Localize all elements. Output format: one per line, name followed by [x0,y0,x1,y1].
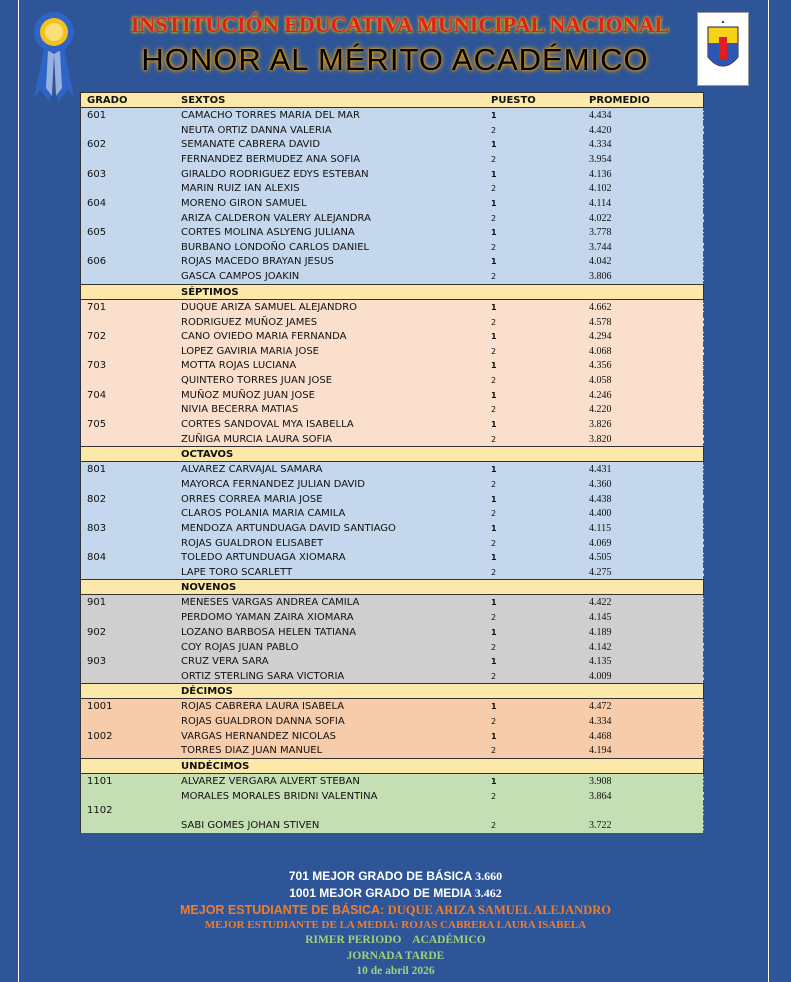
grado-cell: 903 [87,656,107,668]
student-name: CLAROS POLANIA MARIA CAMILA [181,508,346,520]
student-name: SEMANATE CABRERA DAVID [181,139,321,151]
promedio-cell: 3.954 [589,154,612,166]
student-name: LAPE TORO SCARLETT [181,566,293,578]
grado-cell: 705 [87,418,107,430]
table-row [81,167,704,182]
table-row [81,536,704,551]
promedio-cell: 4.115 [589,522,612,534]
section-header-row [80,446,704,462]
grado-cell: 1002 [87,730,113,742]
table-row [81,729,704,744]
best-basica-grade: 701 MEJOR GRADO DE BÁSICA [288,869,472,883]
section-label: UNDÉCIMOS [181,760,250,772]
section-3 [80,595,704,683]
grado-cell: 602 [87,139,107,151]
best-media-grade-line [0,886,791,901]
puesto-cell: 1 [491,257,497,267]
table-row [81,300,704,315]
svg-text:▲: ▲ [720,19,726,25]
puesto-cell: 2 [491,346,497,356]
puesto-cell: 2 [491,671,497,681]
student-name: MORALES MORALES BRIDNI VALENTINA [181,790,378,802]
grado-cell: 1001 [87,701,113,713]
best-student-basica-name: DUQUE ARIZA SAMUEL ALEJANDRO [387,903,611,917]
section-header-row [80,683,704,699]
promedio-cell: 4.334 [589,716,612,728]
promedio-cell: 4.135 [589,656,612,668]
school-crest-icon [697,12,749,86]
promedio-cell: 4.042 [589,256,612,268]
promedio-cell: 4.220 [589,404,612,416]
section-label: NOVENOS [181,582,237,594]
best-student-basica-line [0,903,791,918]
student-name: QUINTERO TORRES JUAN JOSE [181,375,333,387]
honor-table [80,92,704,833]
puesto-cell: 2 [491,184,497,194]
student-name: PERDOMO YAMAN ZAIRA XIOMARA [181,612,354,624]
puesto-cell: 2 [491,376,497,386]
left-border-line [18,0,19,982]
student-name: TORRES DIAZ JUAN MANUEL [181,745,323,757]
promedio-cell: 3.806 [589,271,612,283]
promedio-cell: 4.505 [589,552,612,564]
table-row [81,595,704,610]
grado-cell: 604 [87,197,107,209]
table-row [81,640,704,655]
section-header-row [80,758,704,774]
table-row [81,373,704,388]
student-name: ALVAREZ CARVAJAL SAMARA [181,464,323,476]
table-row [81,254,704,269]
grado-cell: 701 [87,301,107,313]
puesto-cell: 1 [491,169,497,179]
best-media-value: 3.462 [474,886,502,900]
grado-cell: 1101 [87,775,113,787]
table-row [81,743,704,758]
table-row [81,774,704,789]
student-name: CORTES SANDOVAL MYA ISABELLA [181,418,354,430]
student-name: ZUÑIGA MURCIA LAURA SOFIA [181,433,333,445]
right-border-line [768,0,769,982]
student-name: FERNANDEZ BERMUDEZ ANA SOFIA [181,154,361,166]
best-media-grade: 1001 MEJOR GRADO DE MEDIA [289,886,472,900]
grado-cell: 605 [87,227,107,239]
grado-cell: 801 [87,464,107,476]
puesto-cell: 2 [491,155,497,165]
promedio-cell: 4.068 [589,345,612,357]
section-2 [80,462,704,579]
promedio-cell: 4.275 [589,566,612,578]
student-name: MOTTA ROJAS LUCIANA [181,360,297,372]
section-label: DÉCIMOS [181,686,233,698]
student-name: GIRALDO RODRIGUEZ EDYS ESTEBAN [181,168,369,180]
puesto-cell: 1 [491,140,497,150]
table-row [81,669,704,684]
student-name: ORTIZ STERLING SARA VICTORIA [181,670,345,682]
promedio-cell: 4.142 [589,641,612,653]
table-row [81,714,704,729]
student-name: ARIZA CALDERON VALERY ALEJANDRA [181,212,371,224]
student-name: MARIN RUIZ IAN ALEXIS [181,183,300,195]
grado-cell: 702 [87,331,107,343]
grado-cell: 703 [87,360,107,372]
puesto-cell: 2 [491,317,497,327]
promedio-cell: 4.356 [589,360,612,372]
table-row [81,625,704,640]
puesto-cell: 1 [491,627,497,637]
table-row [81,699,704,714]
best-student-basica-label: MEJOR ESTUDIANTE DE BÁSICA: [180,903,385,917]
promedio-cell: 4.058 [589,375,612,387]
table-row [81,462,704,477]
puesto-cell: 2 [491,509,497,519]
student-name: VARGAS HERNANDEZ NICOLAS [181,730,337,742]
student-name: NEUTA ORTIZ DANNA VALERIA [181,124,332,136]
puesto-cell: 2 [491,613,497,623]
grado-cell: 901 [87,597,107,609]
grado-cell: 704 [87,389,107,401]
section-label: SÉPTIMOS [181,286,239,298]
puesto-cell: 2 [491,125,497,135]
academic-period: RIMER PERIODO ACADÉMICO [305,934,486,946]
section-label: OCTAVOS [181,449,234,461]
page-title: HONOR AL MÉRITO ACADÉMICO [141,42,649,77]
promedio-cell: 4.578 [589,316,612,328]
student-name: CANO OVIEDO MARIA FERNANDA [181,331,347,343]
table-row [81,550,704,565]
student-name: GASCA CAMPOS JOAKIN [181,271,300,283]
table-row [81,432,704,447]
table-row [81,315,704,330]
table-row [81,181,704,196]
table-row [81,789,704,804]
grado-cell: 603 [87,168,107,180]
promedio-cell: 3.778 [589,227,612,239]
puesto-cell: 1 [491,776,497,786]
grado-cell: 601 [87,110,107,121]
table-row [81,137,704,152]
promedio-cell: 4.662 [589,301,612,313]
promedio-cell: 4.468 [589,730,612,742]
promedio-cell: 3.744 [589,241,612,253]
table-row [81,803,704,818]
shift-label: JORNADA TARDE [346,950,445,962]
student-name: MORENO GIRON SAMUEL [181,197,307,209]
student-name: BURBANO LONDOÑO CARLOS DANIEL [181,241,370,253]
puesto-cell: 1 [491,361,497,371]
student-name: NIVIA BECERRA MATIAS [181,404,299,416]
section-header-row [80,284,704,300]
grado-cell: 802 [87,493,107,505]
puesto-cell: 1 [491,302,497,312]
best-student-media: MEJOR ESTUDIANTE DE LA MEDIA: ROJAS CABRERA LAURA ISABELA [204,919,587,931]
table-row [81,211,704,226]
section-header-row [80,579,704,595]
grado-cell: 1102 [87,805,113,817]
table-row [81,654,704,669]
grado-cell: 606 [87,256,107,268]
table-row [81,388,704,403]
table-row [81,269,704,284]
puesto-cell: 1 [491,702,497,712]
section-5 [80,774,704,833]
promedio-cell: 3.722 [589,820,612,832]
puesto-cell: 2 [491,717,497,727]
puesto-cell: 2 [491,434,497,444]
promedio-cell: 4.400 [589,508,612,520]
puesto-cell: 2 [491,821,497,831]
header [0,0,791,92]
student-name: ROJAS GUALDRON DANNA SOFIA [181,716,345,728]
puesto-cell: 2 [491,213,497,223]
table-row [81,358,704,373]
student-name: LOPEZ GAVIRIA MARIA JOSE [181,345,319,357]
grado-cell: 803 [87,522,107,534]
table-row [81,108,704,123]
promedio-cell: 4.194 [589,745,612,757]
student-name: MENESES VARGAS ANDREA CAMILA [181,597,360,609]
puesto-cell: 1 [491,731,497,741]
promedio-cell: 4.434 [589,110,612,121]
section-label: SEXTOS [181,95,226,106]
table-row [81,477,704,492]
promedio-cell: 3.820 [589,433,612,445]
promedio-cell: 3.826 [589,418,612,430]
table-row [81,240,704,255]
section-0 [80,108,704,284]
promedio-cell: 3.864 [589,790,612,802]
student-name: MENDOZA ARTUNDUAGA DAVID SANTIAGO [181,522,396,534]
promedio-cell: 4.472 [589,701,612,713]
table-row [81,225,704,240]
student-name: ROJAS MACEDO BRAYAN JESUS [181,256,334,268]
table-row [81,818,704,833]
puesto-cell: 2 [491,746,497,756]
puesto-cell: 1 [491,228,497,238]
promedio-cell: 4.294 [589,331,612,343]
promedio-cell: 4.189 [589,626,612,638]
table-row [81,344,704,359]
promedio-cell: 4.246 [589,389,612,401]
best-basica-value: 3.660 [475,869,503,883]
puesto-cell: 2 [491,272,497,282]
promedio-cell: 4.422 [589,597,612,609]
student-name: ORRES CORREA MARIA JOSE [181,493,323,505]
table-row [81,152,704,167]
student-name: CAMACHO TORRES MARIA DEL MAR [181,110,360,121]
puesto-cell: 1 [491,332,497,342]
puesto-cell: 1 [491,553,497,563]
award-medal-icon [30,10,78,102]
student-name: MUÑOZ MUÑOZ JUAN JOSE [181,389,315,401]
date-label: 10 de abril 2026 [356,965,435,977]
student-name: LOZANO BARBOSA HELEN TATIANA [181,626,357,638]
grado-cell: 804 [87,552,107,564]
column-header-row [80,92,704,108]
promedio-cell: 4.102 [589,183,612,195]
puesto-cell: 2 [491,480,497,490]
promedio-cell: 4.009 [589,670,612,682]
promedio-cell: 4.136 [589,168,612,180]
student-name: ROJAS CABRERA LAURA ISABELA [181,701,345,713]
student-name: CORTES MOLINA ASLYENG JULIANA [181,227,355,239]
puesto-cell: 1 [491,494,497,504]
promedio-cell: 4.114 [589,197,612,209]
puesto-cell: 2 [491,642,497,652]
promedio-cell: 4.431 [589,464,612,476]
puesto-cell: 1 [491,419,497,429]
promedio-cell: 4.069 [589,537,612,549]
table-row [81,565,704,580]
puesto-header: PUESTO [491,95,536,106]
puesto-cell: 2 [491,538,497,548]
promedio-cell: 4.145 [589,612,612,624]
best-basica-grade-line [0,869,791,884]
puesto-cell: 1 [491,657,497,667]
grado-header: GRADO [87,95,128,106]
puesto-cell: 1 [491,198,497,208]
table-row [81,402,704,417]
table-row [81,329,704,344]
puesto-cell: 1 [491,390,497,400]
student-name: ALVAREZ VERGARA ALVERT STEBAN [181,775,360,787]
table-row [81,492,704,507]
student-name: MAYORCA FERNANDEZ JULIAN DAVID [181,479,365,491]
puesto-cell: 2 [491,405,497,415]
section-4 [80,699,704,758]
student-name: RODRIGUEZ MUÑOZ JAMES [181,316,318,328]
promedio-cell: 4.022 [589,212,612,224]
promedio-cell: 3.908 [589,775,612,787]
table-row [81,123,704,138]
student-name: DUQUE ARIZA SAMUEL ALEJANDRO [181,301,358,313]
table-row [81,196,704,211]
promedio-cell: 4.420 [589,124,612,136]
table-row [81,506,704,521]
puesto-cell: 1 [491,523,497,533]
promedio-header: PROMEDIO [589,95,650,106]
puesto-cell: 1 [491,598,497,608]
student-name: SABI GOMES JOHAN STIVEN [181,820,320,832]
puesto-cell: 2 [491,567,497,577]
promedio-cell: 4.360 [589,479,612,491]
puesto-cell: 2 [491,242,497,252]
grado-cell: 902 [87,626,107,638]
table-row [81,521,704,536]
institution-name: INSTITUCIÓN EDUCATIVA MUNICIPAL NACIONAL [130,12,670,37]
puesto-cell: 2 [491,791,497,801]
student-name: ROJAS GUALDRON ELISABET [181,537,324,549]
puesto-cell: 1 [491,111,497,120]
section-1 [80,300,704,446]
student-name: CRUZ VERA SARA [181,656,269,668]
puesto-cell: 1 [491,465,497,475]
table-row [81,610,704,625]
promedio-cell: 4.438 [589,493,612,505]
promedio-cell: 4.334 [589,139,612,151]
student-name: TOLEDO ARTUNDUAGA XIOMARA [181,552,346,564]
table-row [81,417,704,432]
student-name: COY ROJAS JUAN PABLO [181,641,299,653]
